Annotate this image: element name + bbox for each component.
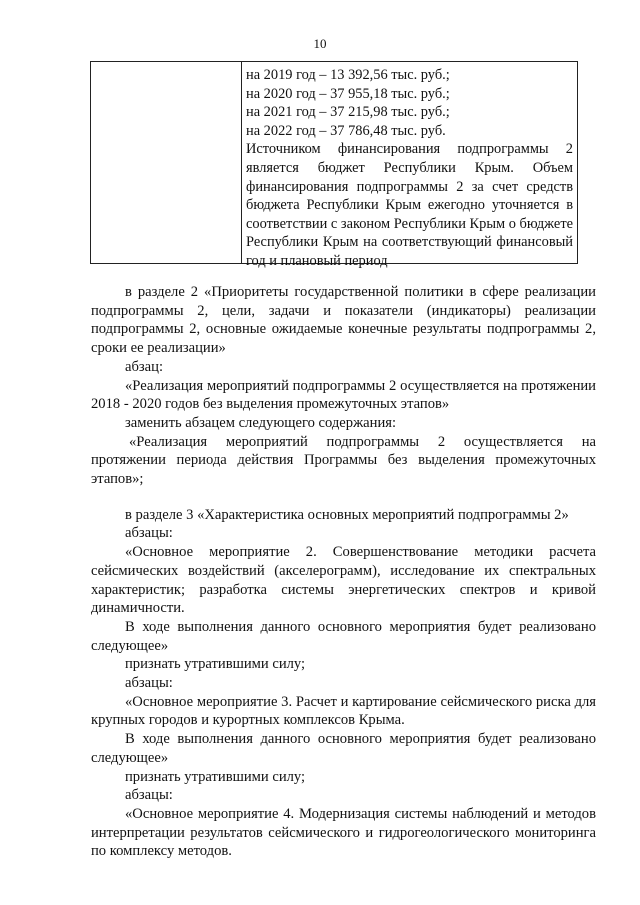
table-column-divider: [241, 62, 242, 263]
page-number: 10: [313, 36, 327, 51]
paragraph-invalidate-2: признать утратившими силу;: [125, 768, 306, 785]
paragraph-label-abzac: абзац:: [125, 358, 164, 375]
paragraph-measure-3-result: В ходе выполнения данного основного мероприятия будет реализовано следующее»: [91, 731, 596, 766]
paragraph-gap: [91, 489, 596, 506]
paragraph-section-2-heading: в разделе 2 «Приоритеты государственной политики в сфере реализации подпрограммы 2, цели, задачи и показатели (индикаторы) реализации подпрограммы 2, основные ожидаемые конечные результаты подпрограммы 2, сроки ее реализации»: [91, 284, 596, 357]
financing-line-2020: на 2020 год – 37 955,18 тыс. руб.;: [246, 85, 450, 102]
financing-source-paragraph: Источником финансирования подпрограммы 2 является бюджет Республики Крым. Объем финансирования подпрограммы 2 за счет средств бюджета Республики Крым ежегодно уточняется в соответствии с законом Республики Крым о бюджете Республики Крым на соответствующий финансовый год и плановый период: [246, 141, 573, 269]
financing-line-2021: на 2021 год – 37 215,98 тыс. руб.;: [246, 104, 450, 121]
paragraph-invalidate-1: признать утратившими силу;: [125, 656, 306, 673]
paragraph-label-abzacy-1: абзацы:: [125, 525, 173, 542]
document-body: [91, 283, 596, 861]
paragraph-old-text: «Реализация мероприятий подпрограммы 2 осуществляется на протяжении 2018 - 2020 годов без выделения промежуточных этапов»: [91, 377, 596, 413]
paragraph-measure-4: «Основное мероприятие 4. Модернизация системы наблюдений и методов интерпретации результатов сейсмического и гидрогеологического мониторинга по комплексу методов.: [91, 805, 596, 860]
paragraph-new-text: «Реализация мероприятий подпрограммы 2 осуществляется на протяжении периода действия Программы без выделения промежуточных этапов»;: [91, 433, 596, 488]
table-cell-financing: [246, 66, 573, 271]
paragraph-label-abzacy-2: абзацы:: [125, 675, 173, 692]
paragraph-measure-3: «Основное мероприятие 3. Расчет и картирование сейсмического риска для крупных городов и курортных комплексов Крыма.: [91, 693, 596, 729]
paragraph-label-abzacy-3: абзацы:: [125, 787, 173, 804]
financing-line-2022: на 2022 год – 37 786,48 тыс. руб.: [246, 122, 446, 139]
financing-line-2019: на 2019 год – 13 392,56 тыс. руб.;: [246, 67, 450, 83]
paragraph-measure-2: «Основное мероприятие 2. Совершенствование методики расчета сейсмических воздействий (акселерограмм), исследование их спектральных характеристик; разработка системы энергетических спектров и кривой динамичности.: [91, 544, 596, 617]
paragraph-section-3-heading: в разделе 3 «Характеристика основных мероприятий подпрограммы 2»: [125, 506, 569, 523]
financing-table: [90, 61, 578, 269]
paragraph-measure-2-result: В ходе выполнения данного основного мероприятия будет реализовано следующее»: [91, 618, 596, 654]
paragraph-replace-instruction: заменить абзацем следующего содержания:: [125, 414, 397, 431]
